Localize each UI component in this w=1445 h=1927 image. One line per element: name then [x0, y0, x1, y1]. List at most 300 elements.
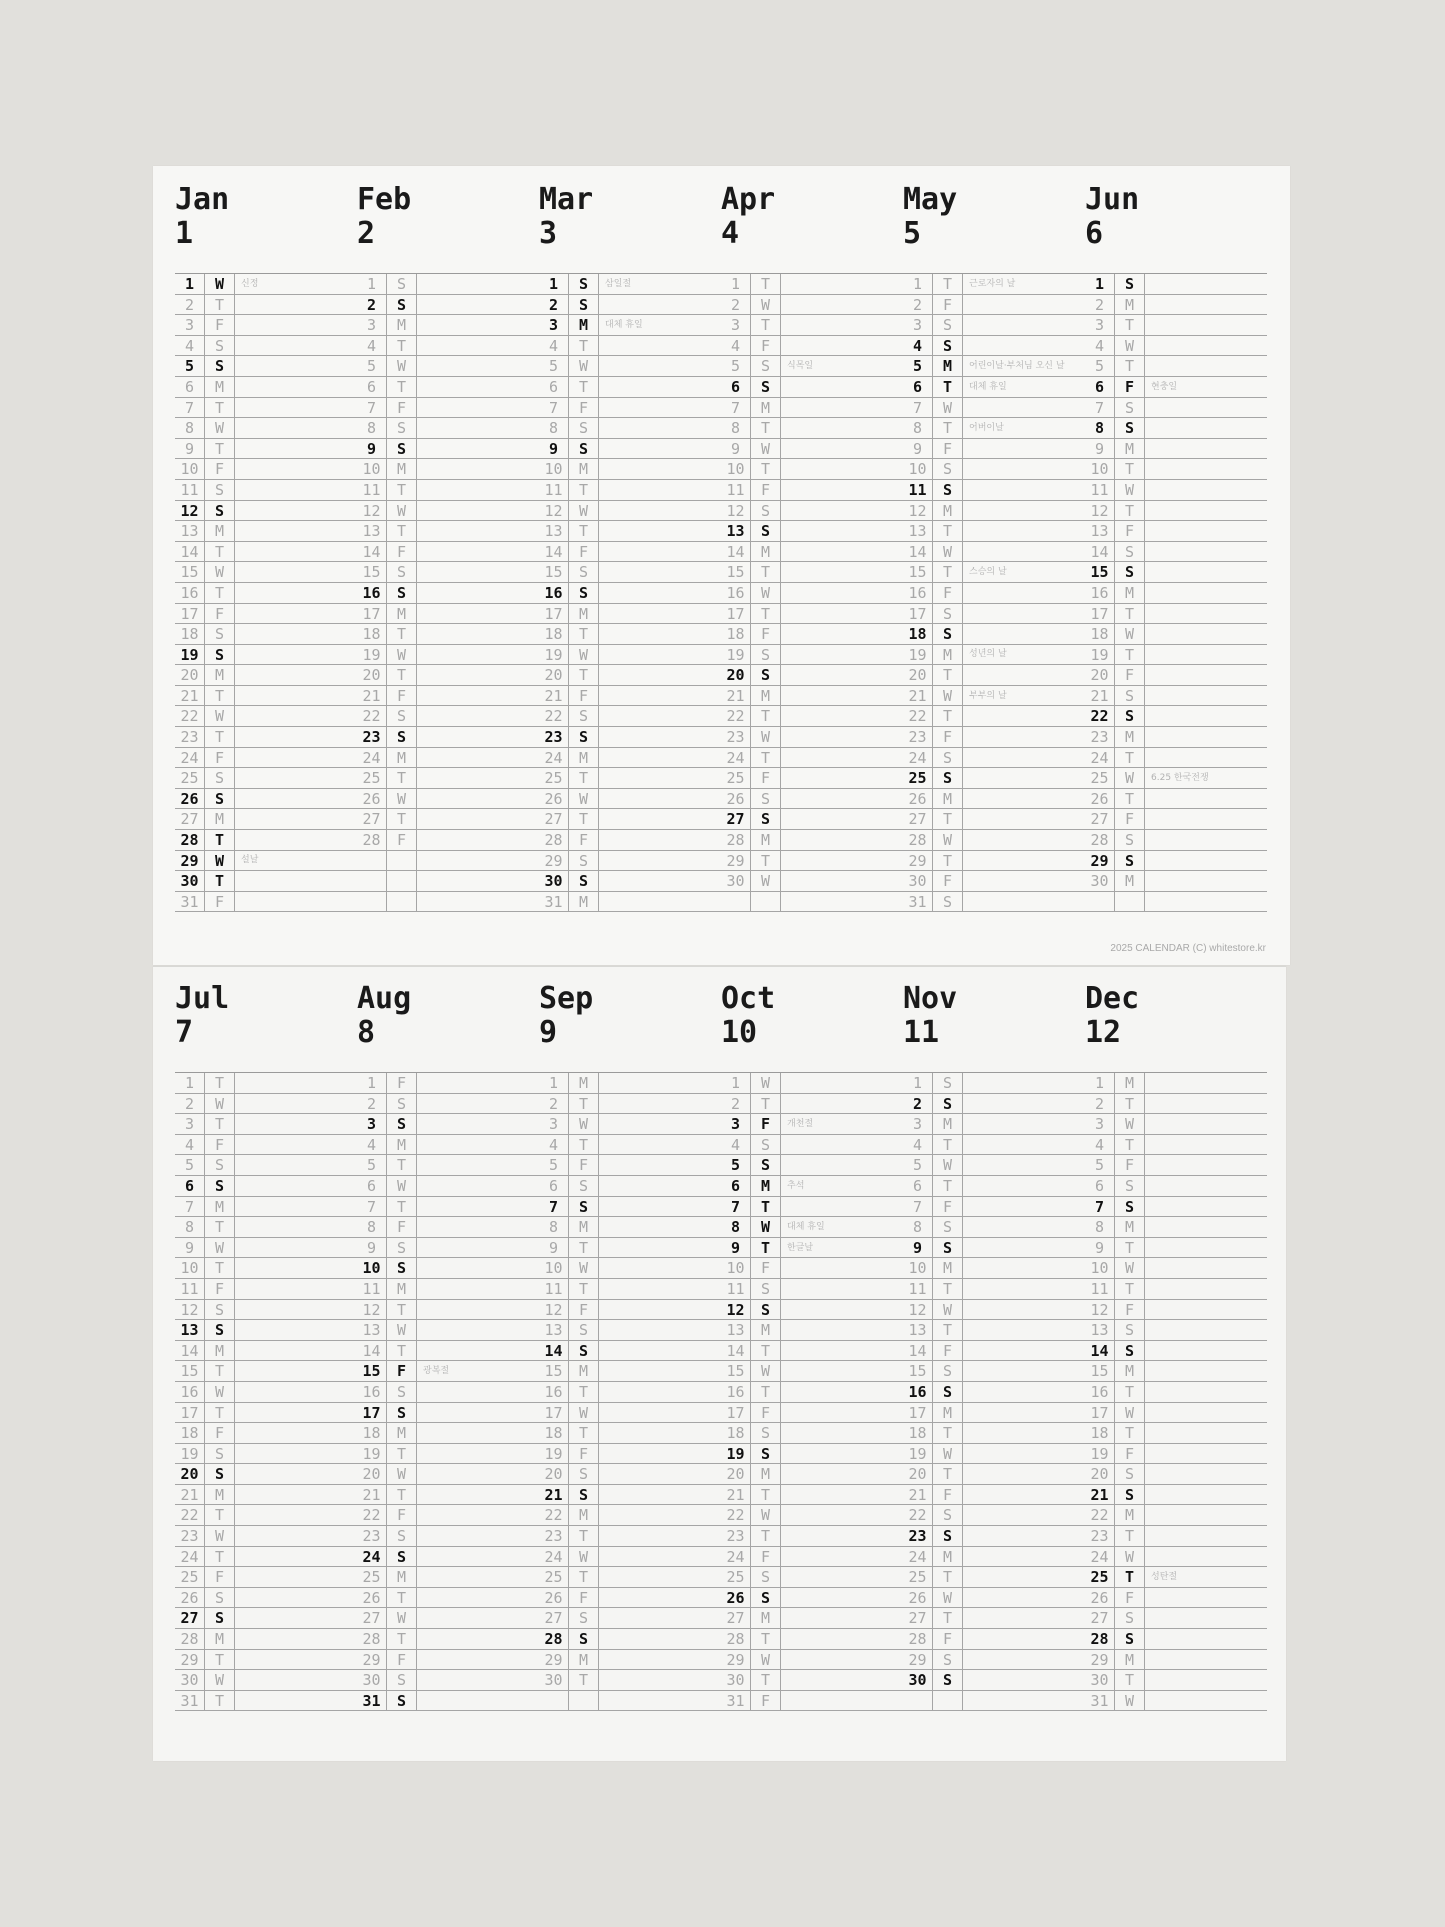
day-row[interactable]	[1085, 1094, 1267, 1115]
day-row[interactable]	[175, 521, 357, 542]
day-row[interactable]	[175, 583, 357, 604]
day-row[interactable]	[175, 768, 357, 789]
day-row[interactable]	[175, 1547, 357, 1568]
day-row[interactable]	[357, 665, 539, 686]
day-row[interactable]	[721, 1114, 903, 1135]
day-row[interactable]	[1085, 1320, 1267, 1341]
day-row[interactable]	[721, 356, 903, 377]
day-row[interactable]	[721, 1238, 903, 1259]
day-row[interactable]	[539, 1526, 721, 1547]
day-row[interactable]	[721, 1341, 903, 1362]
day-row[interactable]	[903, 1691, 1085, 1712]
day-row[interactable]	[903, 851, 1085, 872]
day-row[interactable]	[903, 1423, 1085, 1444]
day-row[interactable]	[357, 1135, 539, 1156]
day-row[interactable]	[721, 830, 903, 851]
day-row[interactable]	[539, 1238, 721, 1259]
day-row[interactable]	[175, 1094, 357, 1115]
day-row[interactable]	[357, 542, 539, 563]
day-row[interactable]	[721, 1444, 903, 1465]
day-row[interactable]	[1085, 1238, 1267, 1259]
day-row[interactable]	[903, 1650, 1085, 1671]
day-row[interactable]	[903, 1300, 1085, 1321]
day-row[interactable]	[539, 1217, 721, 1238]
day-row[interactable]	[175, 1279, 357, 1300]
day-row[interactable]	[1085, 1650, 1267, 1671]
day-row[interactable]	[1085, 809, 1267, 830]
day-row[interactable]	[357, 439, 539, 460]
day-row[interactable]	[357, 1567, 539, 1588]
day-row[interactable]	[1085, 356, 1267, 377]
day-row[interactable]	[357, 1320, 539, 1341]
day-row[interactable]	[1085, 1300, 1267, 1321]
day-row[interactable]	[1085, 1526, 1267, 1547]
day-row[interactable]	[1085, 624, 1267, 645]
day-row[interactable]	[721, 748, 903, 769]
day-row[interactable]	[357, 1403, 539, 1424]
day-row[interactable]	[357, 583, 539, 604]
day-row[interactable]	[357, 1650, 539, 1671]
day-row[interactable]	[721, 1547, 903, 1568]
day-row[interactable]	[721, 521, 903, 542]
day-row[interactable]	[903, 542, 1085, 563]
day-row[interactable]	[357, 748, 539, 769]
day-row[interactable]	[175, 1238, 357, 1259]
day-row[interactable]	[357, 377, 539, 398]
day-row[interactable]	[539, 768, 721, 789]
day-row[interactable]	[175, 809, 357, 830]
day-row[interactable]	[539, 1464, 721, 1485]
day-row[interactable]	[539, 1094, 721, 1115]
day-row[interactable]	[175, 727, 357, 748]
day-row[interactable]	[721, 871, 903, 892]
day-row[interactable]	[903, 892, 1085, 913]
day-row[interactable]	[903, 1197, 1085, 1218]
day-row[interactable]	[903, 336, 1085, 357]
day-row[interactable]	[903, 789, 1085, 810]
day-row[interactable]	[903, 295, 1085, 316]
day-row[interactable]	[175, 748, 357, 769]
day-row[interactable]	[721, 1382, 903, 1403]
day-row[interactable]	[721, 809, 903, 830]
day-row[interactable]	[539, 356, 721, 377]
day-row[interactable]	[903, 748, 1085, 769]
day-row[interactable]	[1085, 542, 1267, 563]
day-row[interactable]	[721, 1155, 903, 1176]
day-row[interactable]	[175, 1505, 357, 1526]
day-row[interactable]	[1085, 665, 1267, 686]
day-row[interactable]	[539, 315, 721, 336]
day-row[interactable]	[175, 398, 357, 419]
day-row[interactable]	[175, 1567, 357, 1588]
day-row[interactable]	[903, 1464, 1085, 1485]
day-row[interactable]	[721, 542, 903, 563]
day-row[interactable]	[721, 851, 903, 872]
day-row[interactable]	[539, 604, 721, 625]
day-row[interactable]	[175, 1608, 357, 1629]
day-row[interactable]	[721, 1505, 903, 1526]
day-row[interactable]	[539, 665, 721, 686]
day-row[interactable]	[175, 789, 357, 810]
day-row[interactable]	[721, 274, 903, 295]
day-row[interactable]	[1085, 521, 1267, 542]
day-row[interactable]	[539, 583, 721, 604]
day-row[interactable]	[721, 1258, 903, 1279]
day-row[interactable]	[539, 459, 721, 480]
day-row[interactable]	[357, 1547, 539, 1568]
day-row[interactable]	[539, 871, 721, 892]
day-row[interactable]	[1085, 1588, 1267, 1609]
day-row[interactable]	[357, 1464, 539, 1485]
day-row[interactable]	[539, 274, 721, 295]
day-row[interactable]	[1085, 1629, 1267, 1650]
day-row[interactable]	[721, 1670, 903, 1691]
day-row[interactable]	[721, 1217, 903, 1238]
day-row[interactable]	[357, 1691, 539, 1712]
day-row[interactable]	[357, 686, 539, 707]
day-row[interactable]	[721, 1135, 903, 1156]
day-row[interactable]	[721, 1403, 903, 1424]
day-row[interactable]	[721, 604, 903, 625]
day-row[interactable]	[903, 665, 1085, 686]
day-row[interactable]	[175, 356, 357, 377]
day-row[interactable]	[357, 1505, 539, 1526]
day-row[interactable]	[175, 1361, 357, 1382]
day-row[interactable]	[357, 295, 539, 316]
day-row[interactable]	[357, 315, 539, 336]
day-row[interactable]	[1085, 645, 1267, 666]
day-row[interactable]	[539, 830, 721, 851]
day-row[interactable]	[539, 748, 721, 769]
day-row[interactable]	[903, 686, 1085, 707]
day-row[interactable]	[721, 686, 903, 707]
day-row[interactable]	[357, 1629, 539, 1650]
day-row[interactable]	[1085, 1670, 1267, 1691]
day-row[interactable]	[1085, 1217, 1267, 1238]
day-row[interactable]	[175, 459, 357, 480]
day-row[interactable]	[1085, 336, 1267, 357]
day-row[interactable]	[357, 398, 539, 419]
day-row[interactable]	[903, 1258, 1085, 1279]
day-row[interactable]	[903, 830, 1085, 851]
day-row[interactable]	[539, 336, 721, 357]
day-row[interactable]	[721, 439, 903, 460]
day-row[interactable]	[539, 1197, 721, 1218]
day-row[interactable]	[721, 480, 903, 501]
day-row[interactable]	[903, 315, 1085, 336]
day-row[interactable]	[1085, 1155, 1267, 1176]
day-row[interactable]	[357, 1361, 539, 1382]
day-row[interactable]	[903, 1094, 1085, 1115]
day-row[interactable]	[175, 1588, 357, 1609]
day-row[interactable]	[175, 1403, 357, 1424]
day-row[interactable]	[1085, 459, 1267, 480]
day-row[interactable]	[1085, 480, 1267, 501]
day-row[interactable]	[721, 1650, 903, 1671]
day-row[interactable]	[903, 274, 1085, 295]
day-row[interactable]	[1085, 274, 1267, 295]
day-row[interactable]	[721, 645, 903, 666]
day-row[interactable]	[903, 377, 1085, 398]
day-row[interactable]	[1085, 1547, 1267, 1568]
day-row[interactable]	[903, 706, 1085, 727]
day-row[interactable]	[175, 562, 357, 583]
day-row[interactable]	[903, 521, 1085, 542]
day-row[interactable]	[1085, 1073, 1267, 1094]
day-row[interactable]	[721, 1464, 903, 1485]
day-row[interactable]	[1085, 1464, 1267, 1485]
day-row[interactable]	[1085, 1341, 1267, 1362]
day-row[interactable]	[903, 1382, 1085, 1403]
day-row[interactable]	[175, 706, 357, 727]
day-row[interactable]	[175, 1114, 357, 1135]
day-row[interactable]	[539, 1547, 721, 1568]
day-row[interactable]	[903, 480, 1085, 501]
day-row[interactable]	[357, 1114, 539, 1135]
day-row[interactable]	[1085, 871, 1267, 892]
day-row[interactable]	[357, 1608, 539, 1629]
day-row[interactable]	[357, 1588, 539, 1609]
day-row[interactable]	[175, 1629, 357, 1650]
day-row[interactable]	[539, 1341, 721, 1362]
day-row[interactable]	[357, 1526, 539, 1547]
day-row[interactable]	[175, 871, 357, 892]
day-row[interactable]	[721, 892, 903, 913]
day-row[interactable]	[175, 1197, 357, 1218]
day-row[interactable]	[357, 1279, 539, 1300]
day-row[interactable]	[903, 1073, 1085, 1094]
day-row[interactable]	[903, 439, 1085, 460]
day-row[interactable]	[1085, 1361, 1267, 1382]
day-row[interactable]	[903, 1588, 1085, 1609]
day-row[interactable]	[721, 1279, 903, 1300]
day-row[interactable]	[539, 706, 721, 727]
day-row[interactable]	[539, 727, 721, 748]
day-row[interactable]	[539, 686, 721, 707]
day-row[interactable]	[539, 542, 721, 563]
day-row[interactable]	[175, 851, 357, 872]
day-row[interactable]	[1085, 295, 1267, 316]
day-row[interactable]	[721, 418, 903, 439]
day-row[interactable]	[175, 1217, 357, 1238]
day-row[interactable]	[539, 1567, 721, 1588]
day-row[interactable]	[903, 1114, 1085, 1135]
day-row[interactable]	[357, 1197, 539, 1218]
day-row[interactable]	[721, 1300, 903, 1321]
day-row[interactable]	[357, 1176, 539, 1197]
day-row[interactable]	[175, 295, 357, 316]
day-row[interactable]	[903, 1155, 1085, 1176]
day-row[interactable]	[539, 562, 721, 583]
day-row[interactable]	[721, 1485, 903, 1506]
day-row[interactable]	[357, 1341, 539, 1362]
day-row[interactable]	[721, 1073, 903, 1094]
day-row[interactable]	[721, 727, 903, 748]
day-row[interactable]	[903, 727, 1085, 748]
day-row[interactable]	[539, 1505, 721, 1526]
day-row[interactable]	[903, 583, 1085, 604]
day-row[interactable]	[903, 768, 1085, 789]
day-row[interactable]	[175, 892, 357, 913]
day-row[interactable]	[357, 809, 539, 830]
day-row[interactable]	[175, 665, 357, 686]
day-row[interactable]	[1085, 501, 1267, 522]
day-row[interactable]	[357, 1382, 539, 1403]
day-row[interactable]	[539, 1670, 721, 1691]
day-row[interactable]	[175, 1073, 357, 1094]
day-row[interactable]	[903, 871, 1085, 892]
day-row[interactable]	[721, 1608, 903, 1629]
day-row[interactable]	[175, 1485, 357, 1506]
day-row[interactable]	[721, 1526, 903, 1547]
day-row[interactable]	[175, 336, 357, 357]
day-row[interactable]	[357, 418, 539, 439]
day-row[interactable]	[1085, 1279, 1267, 1300]
day-row[interactable]	[539, 1073, 721, 1094]
day-row[interactable]	[903, 604, 1085, 625]
day-row[interactable]	[903, 562, 1085, 583]
day-row[interactable]	[721, 1423, 903, 1444]
day-row[interactable]	[1085, 1114, 1267, 1135]
day-row[interactable]	[539, 1423, 721, 1444]
day-row[interactable]	[903, 1670, 1085, 1691]
day-row[interactable]	[175, 624, 357, 645]
day-row[interactable]	[357, 274, 539, 295]
day-row[interactable]	[903, 1176, 1085, 1197]
day-row[interactable]	[1085, 1608, 1267, 1629]
day-row[interactable]	[539, 439, 721, 460]
day-row[interactable]	[539, 1588, 721, 1609]
day-row[interactable]	[721, 377, 903, 398]
day-row[interactable]	[357, 336, 539, 357]
day-row[interactable]	[357, 892, 539, 913]
day-row[interactable]	[1085, 439, 1267, 460]
day-row[interactable]	[903, 1567, 1085, 1588]
day-row[interactable]	[1085, 1423, 1267, 1444]
day-row[interactable]	[903, 356, 1085, 377]
day-row[interactable]	[1085, 1691, 1267, 1712]
day-row[interactable]	[357, 604, 539, 625]
day-row[interactable]	[539, 1279, 721, 1300]
day-row[interactable]	[539, 892, 721, 913]
day-row[interactable]	[903, 1135, 1085, 1156]
day-row[interactable]	[903, 1238, 1085, 1259]
day-row[interactable]	[903, 1629, 1085, 1650]
day-row[interactable]	[539, 1320, 721, 1341]
day-row[interactable]	[175, 1464, 357, 1485]
day-row[interactable]	[357, 1094, 539, 1115]
day-row[interactable]	[539, 418, 721, 439]
day-row[interactable]	[357, 1444, 539, 1465]
day-row[interactable]	[539, 1114, 721, 1135]
day-row[interactable]	[1085, 377, 1267, 398]
day-row[interactable]	[357, 1073, 539, 1094]
day-row[interactable]	[539, 1403, 721, 1424]
day-row[interactable]	[539, 377, 721, 398]
day-row[interactable]	[539, 398, 721, 419]
day-row[interactable]	[539, 1691, 721, 1712]
day-row[interactable]	[539, 1135, 721, 1156]
day-row[interactable]	[539, 1444, 721, 1465]
day-row[interactable]	[1085, 1382, 1267, 1403]
day-row[interactable]	[175, 1155, 357, 1176]
day-row[interactable]	[1085, 727, 1267, 748]
day-row[interactable]	[539, 809, 721, 830]
day-row[interactable]	[539, 1176, 721, 1197]
day-row[interactable]	[721, 398, 903, 419]
day-row[interactable]	[903, 1279, 1085, 1300]
day-row[interactable]	[1085, 583, 1267, 604]
day-row[interactable]	[1085, 1444, 1267, 1465]
day-row[interactable]	[903, 1217, 1085, 1238]
day-row[interactable]	[721, 1629, 903, 1650]
day-row[interactable]	[903, 1403, 1085, 1424]
day-row[interactable]	[175, 1526, 357, 1547]
day-row[interactable]	[1085, 1258, 1267, 1279]
day-row[interactable]	[721, 583, 903, 604]
day-row[interactable]	[539, 1485, 721, 1506]
day-row[interactable]	[175, 1300, 357, 1321]
day-row[interactable]	[357, 480, 539, 501]
day-row[interactable]	[903, 398, 1085, 419]
day-row[interactable]	[539, 789, 721, 810]
day-row[interactable]	[539, 624, 721, 645]
day-row[interactable]	[357, 1155, 539, 1176]
day-row[interactable]	[175, 1176, 357, 1197]
day-row[interactable]	[903, 1485, 1085, 1506]
day-row[interactable]	[903, 809, 1085, 830]
day-row[interactable]	[1085, 418, 1267, 439]
day-row[interactable]	[539, 1300, 721, 1321]
day-row[interactable]	[1085, 1176, 1267, 1197]
day-row[interactable]	[175, 377, 357, 398]
day-row[interactable]	[1085, 315, 1267, 336]
day-row[interactable]	[357, 706, 539, 727]
day-row[interactable]	[357, 1485, 539, 1506]
day-row[interactable]	[721, 315, 903, 336]
day-row[interactable]	[1085, 1485, 1267, 1506]
day-row[interactable]	[357, 1423, 539, 1444]
day-row[interactable]	[539, 295, 721, 316]
day-row[interactable]	[539, 501, 721, 522]
day-row[interactable]	[175, 1650, 357, 1671]
day-row[interactable]	[539, 1258, 721, 1279]
day-row[interactable]	[175, 439, 357, 460]
day-row[interactable]	[721, 336, 903, 357]
day-row[interactable]	[175, 418, 357, 439]
day-row[interactable]	[1085, 892, 1267, 913]
day-row[interactable]	[903, 1444, 1085, 1465]
day-row[interactable]	[721, 768, 903, 789]
day-row[interactable]	[539, 1155, 721, 1176]
day-row[interactable]	[357, 727, 539, 748]
day-row[interactable]	[1085, 851, 1267, 872]
day-row[interactable]	[1085, 1135, 1267, 1156]
day-row[interactable]	[903, 1341, 1085, 1362]
day-row[interactable]	[1085, 768, 1267, 789]
day-row[interactable]	[357, 1217, 539, 1238]
day-row[interactable]	[175, 645, 357, 666]
day-row[interactable]	[721, 1176, 903, 1197]
day-row[interactable]	[539, 851, 721, 872]
day-row[interactable]	[175, 315, 357, 336]
day-row[interactable]	[539, 1650, 721, 1671]
day-row[interactable]	[357, 624, 539, 645]
day-row[interactable]	[903, 1608, 1085, 1629]
day-row[interactable]	[357, 1238, 539, 1259]
day-row[interactable]	[539, 1382, 721, 1403]
day-row[interactable]	[721, 1691, 903, 1712]
